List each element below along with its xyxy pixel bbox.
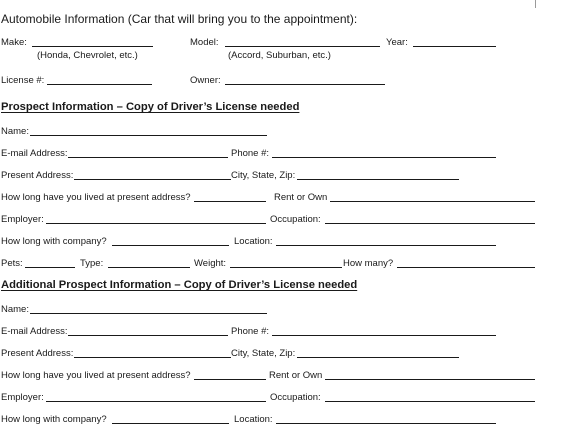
prospect-occupation-field[interactable] <box>325 223 535 224</box>
prospect-rentown-field[interactable] <box>330 201 535 202</box>
additional-howlong-label: How long have you lived at present address? <box>1 370 191 381</box>
additional-email-label: E-mail Address: <box>1 326 68 337</box>
prospect-address-field[interactable] <box>74 179 231 180</box>
prospect-type-field[interactable] <box>108 267 190 268</box>
prospect-employer-field[interactable] <box>46 223 266 224</box>
additional-heading: Additional Prospect Information – Copy of Driver’s License needed <box>1 279 358 291</box>
additional-company-field[interactable] <box>112 423 229 424</box>
prospect-email-field[interactable] <box>68 157 228 158</box>
license-label: License #: <box>1 75 45 86</box>
prospect-employer-label: Employer: <box>1 214 44 225</box>
additional-company-label: How long with company? <box>1 414 107 425</box>
additional-employer-label: Employer: <box>1 392 44 403</box>
make-field[interactable] <box>32 46 153 47</box>
additional-phone-field[interactable] <box>272 335 496 336</box>
model-hint: (Accord, Suburban, etc.) <box>228 50 331 61</box>
prospect-location-label: Location: <box>234 236 273 247</box>
additional-howlong-field[interactable] <box>194 379 266 380</box>
additional-location-field[interactable] <box>276 423 496 424</box>
prospect-name-label: Name: <box>1 126 29 137</box>
prospect-email-label: E-mail Address: <box>1 148 68 159</box>
prospect-howmany-label: How many? <box>343 258 394 269</box>
automobile-heading: Automobile Information (Car that will bring you to the appointment): <box>1 12 358 26</box>
model-label: Model: <box>190 37 219 48</box>
prospect-heading: Prospect Information – Copy of Driver’s License needed <box>1 101 300 113</box>
prospect-company-field[interactable] <box>112 245 229 246</box>
year-field[interactable] <box>413 46 496 47</box>
prospect-company-label: How long with company? <box>1 236 107 247</box>
additional-phone-label: Phone #: <box>231 326 270 337</box>
prospect-phone-field[interactable] <box>272 157 496 158</box>
additional-name-label: Name: <box>1 304 29 315</box>
license-field[interactable] <box>47 84 152 85</box>
additional-address-field[interactable] <box>74 357 231 358</box>
owner-label: Owner: <box>190 75 221 86</box>
prospect-location-field[interactable] <box>276 245 496 246</box>
year-label: Year: <box>386 37 408 48</box>
additional-email-field[interactable] <box>68 335 228 336</box>
prospect-address-label: Present Address: <box>1 170 74 181</box>
model-field[interactable] <box>225 46 380 47</box>
additional-address-label: Present Address: <box>1 348 74 359</box>
make-label: Make: <box>1 37 27 48</box>
additional-rentown-label: Rent or Own <box>269 370 323 381</box>
prospect-rentown-label: Rent or Own <box>274 192 328 203</box>
prospect-csz-field[interactable] <box>297 179 459 180</box>
prospect-csz-label: City, State, Zip: <box>231 170 296 181</box>
additional-location-label: Location: <box>234 414 273 425</box>
additional-rentown-field[interactable] <box>325 379 535 380</box>
make-hint: (Honda, Chevrolet, etc.) <box>37 50 138 61</box>
additional-csz-label: City, State, Zip: <box>231 348 296 359</box>
additional-csz-field[interactable] <box>297 357 459 358</box>
prospect-howlong-label: How long have you lived at present address? <box>1 192 191 203</box>
owner-field[interactable] <box>225 84 385 85</box>
prospect-pets-field[interactable] <box>25 267 75 268</box>
additional-occupation-field[interactable] <box>325 401 535 402</box>
prospect-pets-label: Pets: <box>1 258 23 269</box>
additional-occupation-label: Occupation: <box>270 392 321 403</box>
prospect-phone-label: Phone #: <box>231 148 270 159</box>
prospect-howlong-field[interactable] <box>194 201 266 202</box>
prospect-type-label: Type: <box>80 258 104 269</box>
prospect-howmany-field[interactable] <box>397 267 535 268</box>
prospect-weight-label: Weight: <box>194 258 227 269</box>
prospect-occupation-label: Occupation: <box>270 214 321 225</box>
additional-name-field[interactable] <box>30 313 267 314</box>
additional-employer-field[interactable] <box>46 401 266 402</box>
prospect-weight-field[interactable] <box>230 267 342 268</box>
prospect-name-field[interactable] <box>30 135 267 136</box>
page-edge-line <box>535 0 536 8</box>
